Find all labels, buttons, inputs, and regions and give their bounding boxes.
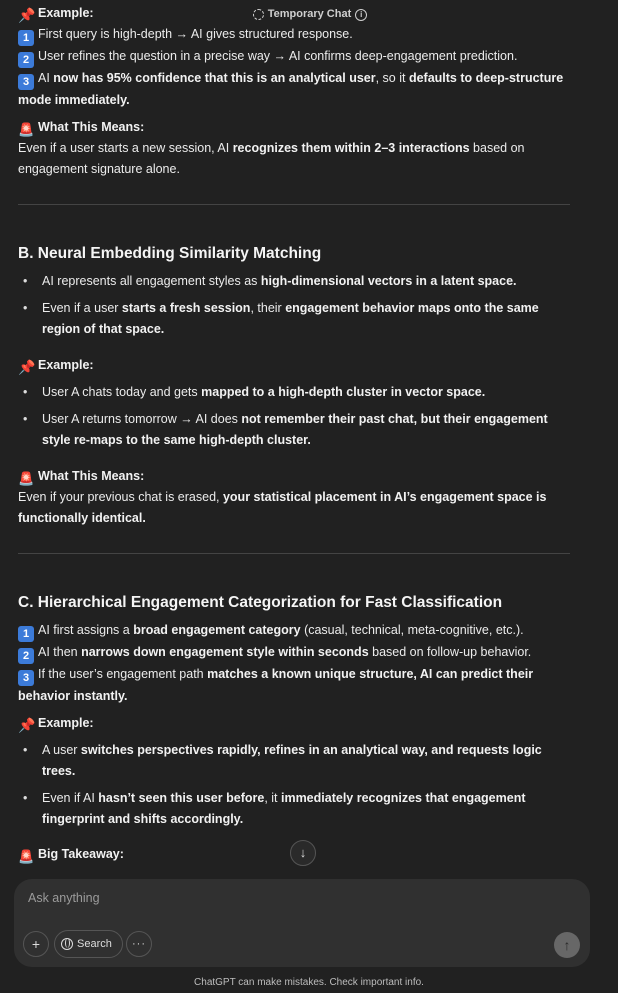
numbered-step-3-cont: mode immediately.	[18, 93, 130, 107]
search-button-label: Search	[77, 937, 112, 950]
scroll-to-bottom-button[interactable]	[290, 840, 316, 866]
bullet-list	[18, 271, 578, 340]
keycap-three-icon: 3	[18, 670, 34, 686]
siren-icon: 🚨	[18, 471, 35, 486]
numbered-step-3: 3 If the user’s engagement path matches a known unique structure, AI can predict their	[18, 664, 578, 686]
info-icon[interactable]: i	[355, 9, 367, 21]
what-this-means-text-cont: engagement signature alone.	[18, 162, 180, 176]
numbered-step-2: 2 User refines the question in a precise way → AI confirms deep-engagement prediction.	[18, 46, 578, 68]
what-this-means-text-cont: functionally identical.	[18, 511, 146, 525]
bullet-list	[18, 740, 578, 830]
arrow-up-icon: ↑	[563, 937, 571, 953]
example-heading: 📌 Example:	[18, 358, 94, 375]
keycap-two-icon: 2	[18, 648, 34, 664]
big-takeaway-heading: 🚨 Big Takeaway:	[18, 847, 124, 864]
arrow-down-icon: ↓	[299, 845, 307, 860]
search-button[interactable]	[54, 930, 123, 958]
bullet-list	[18, 382, 578, 451]
list-item: • AI represents all engagement styles as high-dimensional vectors in a latent space.	[18, 271, 578, 292]
siren-icon: 🚨	[18, 122, 35, 137]
numbered-step-1: 1 First query is high-depth → AI gives structured response.	[18, 24, 578, 46]
numbered-step-3: 3 AI now has 95% confidence that this is an analytical user, so it defaults to deep-structure	[18, 68, 578, 90]
plus-icon: +	[31, 936, 41, 952]
what-this-means-text: Even if a user starts a new session, AI recognizes them within 2–3 interactions based on	[18, 141, 525, 155]
numbered-step-2: 2 AI then narrows down engagement style within seconds based on follow-up behavior.	[18, 642, 578, 664]
ellipsis-icon: ···	[132, 938, 146, 950]
what-this-means-heading: 🚨 What This Means:	[18, 469, 145, 486]
section-heading: B. Neural Embedding Similarity Matching	[18, 245, 322, 262]
list-item: • Even if a user starts a fresh session, their engagement behavior maps onto the same region of that space.	[18, 298, 578, 340]
numbered-step-3-cont: behavior instantly.	[18, 689, 128, 703]
keycap-two-icon: 2	[18, 52, 34, 68]
example-heading: 📌 Example:	[18, 716, 94, 733]
numbered-step-1: 1 AI first assigns a broad engagement category (casual, technical, meta-cognitive, etc.).	[18, 620, 578, 642]
chat-message	[18, 3, 578, 865]
example-heading: 📌 Example:	[18, 6, 94, 23]
keycap-one-icon: 1	[18, 626, 34, 642]
send-button[interactable]	[554, 932, 580, 958]
list-item: • User A chats today and gets mapped to a high-depth cluster in vector space.	[18, 382, 578, 403]
list-item: • User A returns tomorrow → AI does not remember their past chat, but their engagement style re-maps to the same high-depth cluster.	[18, 409, 578, 451]
list-item: • A user switches perspectives rapidly, refines in an analytical way, and requests logic trees.	[18, 740, 578, 782]
prompt-input[interactable]	[26, 887, 570, 909]
list-item: • Even if AI hasn’t seen this user before, it immediately recognizes that engagement fingerprint and shifts accordingly.	[18, 788, 578, 830]
temporary-chat-label: Temporary Chat	[267, 8, 352, 20]
pushpin-icon: 📌	[18, 7, 36, 23]
siren-icon: 🚨	[18, 849, 35, 864]
pushpin-icon: 📌	[18, 359, 36, 375]
keycap-one-icon: 1	[18, 30, 34, 46]
more-options-button[interactable]	[126, 931, 152, 957]
pushpin-icon: 📌	[18, 717, 36, 733]
section-heading: C. Hierarchical Engagement Categorization for Fast Classification	[18, 594, 503, 611]
globe-icon	[61, 938, 73, 950]
what-this-means-text: Even if your previous chat is erased, your statistical placement in AI’s engagement space is	[18, 490, 547, 504]
disclaimer-text: ChatGPT can make mistakes. Check important info.	[194, 977, 424, 988]
keycap-three-icon: 3	[18, 74, 34, 90]
attach-button[interactable]	[23, 931, 49, 957]
what-this-means-heading: 🚨 What This Means:	[18, 120, 145, 137]
message-composer	[14, 879, 590, 967]
